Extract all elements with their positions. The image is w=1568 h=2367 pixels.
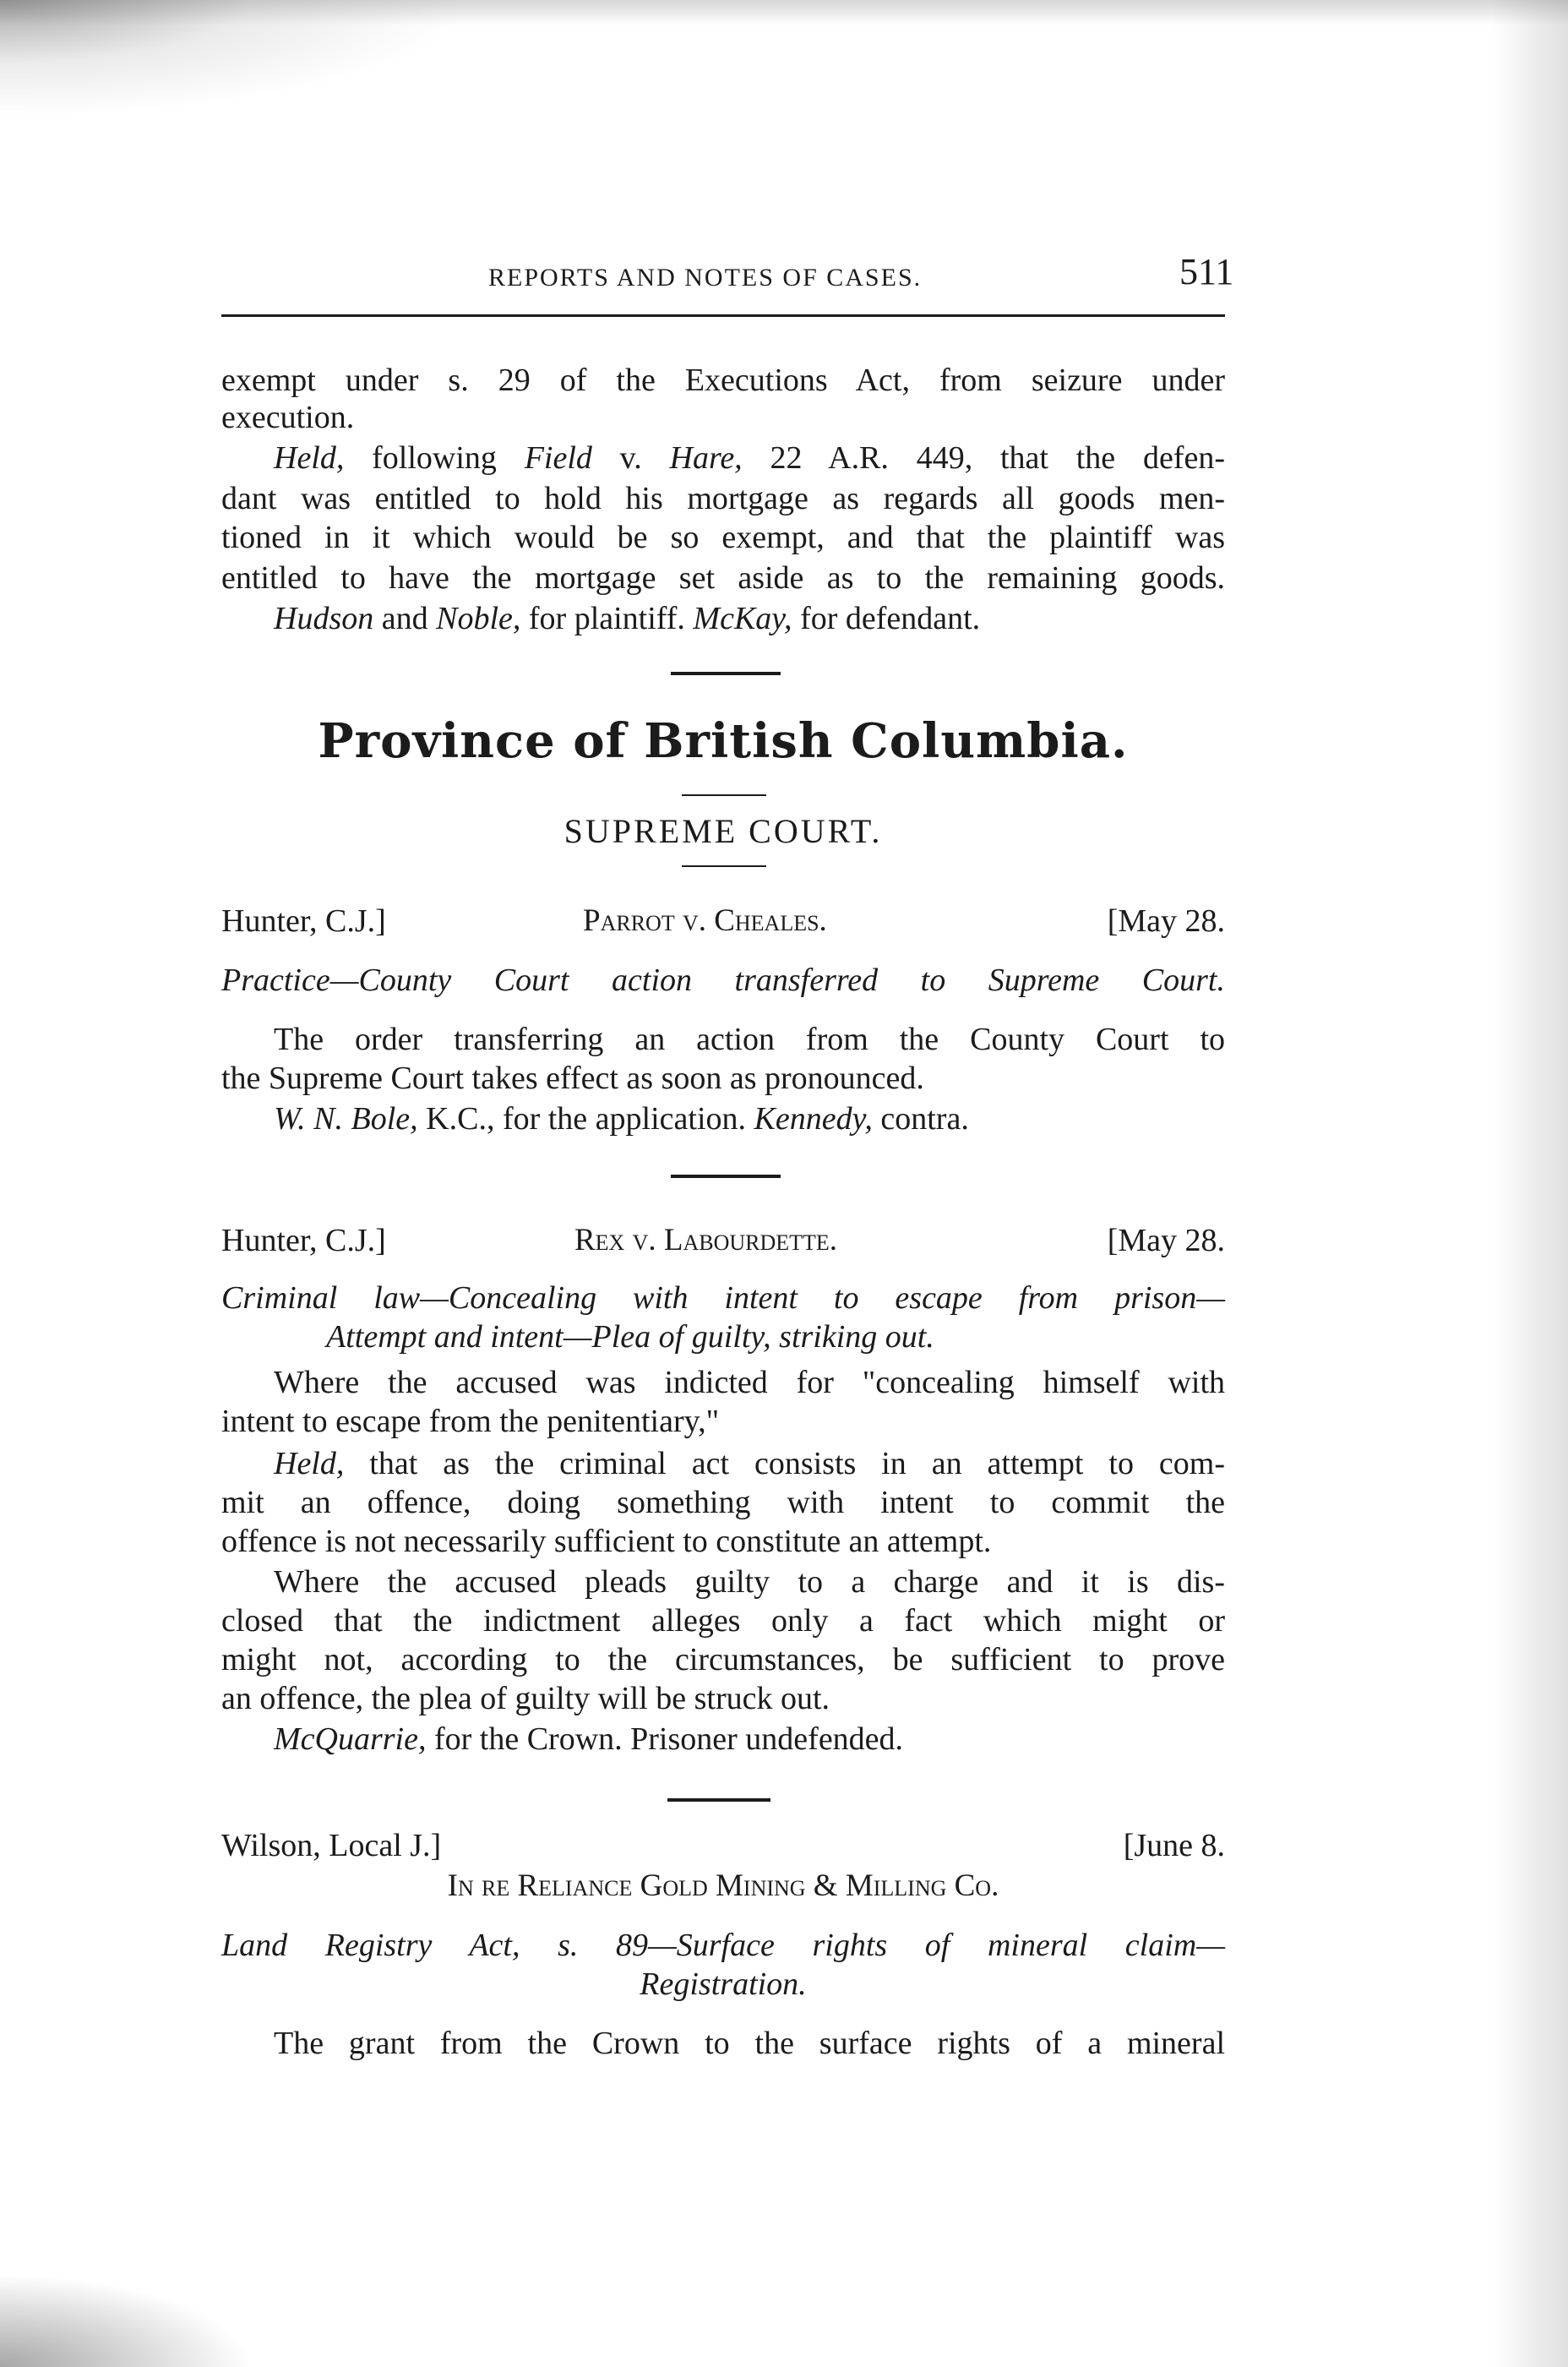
case2-p2-line3: offence is not necessarily sufficient to constitute an attempt. (221, 1524, 992, 1559)
case2-p2-line1: Held, that as the criminal act consists in an attempt to com- (274, 1446, 1225, 1481)
case2-p3-line2: closed that the indictment alleges only a fact which might or (221, 1603, 1225, 1639)
scan-corner-top-left (0, 0, 507, 127)
case2-case-name: Rex v. Labourdette. (574, 1223, 838, 1257)
page-number: 511 (1179, 251, 1234, 292)
case0-held-line4: entitled to have the mortgage set aside as to the remaining goods. (221, 560, 1225, 596)
case3-headnote-line2: Registration. (640, 1966, 807, 2002)
header-rule (221, 314, 1225, 317)
case3-headnote-line1: Land Registry Act, s. 89—Surface rights of mineral claim— (221, 1928, 1225, 1963)
case1-date: [May 28. (1107, 903, 1225, 939)
province-title: Province of British Columbia. (318, 713, 1129, 769)
case0-held-line2: dant was entitled to hold his mortgage as regards all goods men- (221, 481, 1225, 516)
case0-line1: exempt under s. 29 of the Executions Act, from seizure under (221, 363, 1225, 398)
case0-held-line3: tioned in it which would be so exempt, and that the plaintiff was (221, 520, 1225, 555)
court-title: SUPREME COURT. (564, 812, 883, 850)
case0-counsel: Hudson and Noble, for plaintiff. McKay, for defendant. (274, 601, 981, 636)
section-divider-1 (671, 672, 781, 675)
case3-body-line1: The grant from the Crown to the surface rights of a mineral (274, 2026, 1225, 2061)
case2-p3-line3: might not, according to the circumstances, be sufficient to prove (221, 1642, 1225, 1677)
case2-p1-line2: intent to escape from the penitentiary," (221, 1404, 720, 1439)
case3-date: [June 8. (1123, 1828, 1225, 1863)
case1-counsel: W. N. Bole, K.C., for the application. Kennedy, contra. (274, 1101, 969, 1137)
court-rule-lower (682, 865, 766, 867)
case1-body-line2: the Supreme Court takes effect as soon as pronounced. (221, 1061, 924, 1096)
case1-headnote: Practice—County Court action transferred to Supreme Court. (221, 963, 1225, 998)
case2-counsel: McQuarrie, for the Crown. Prisoner undefended. (274, 1721, 904, 1757)
section-divider-2 (671, 1175, 781, 1178)
case3-case-name: In re Reliance Gold Mining & Milling Co. (447, 1868, 999, 1903)
case2-p3-line4: an offence, the plea of guilty will be struck out. (221, 1681, 830, 1716)
case2-headnote-line2: Attempt and intent—Plea of guilty, striking out. (326, 1319, 934, 1355)
running-header: REPORTS AND NOTES OF CASES. (488, 264, 923, 292)
case0-line2: execution. (221, 400, 355, 435)
case3-judge: Wilson, Local J.] (221, 1828, 442, 1863)
section-divider-3 (667, 1798, 770, 1802)
scan-edge-right (1492, 0, 1568, 2367)
case2-judge: Hunter, C.J.] (221, 1223, 386, 1258)
court-rule-upper (682, 794, 766, 796)
case2-p3-line1: Where the accused pleads guilty to a charge and it is dis- (274, 1564, 1225, 1600)
case1-case-name: Parrot v. Cheales. (583, 903, 827, 938)
case2-headnote-line1: Criminal law—Concealing with intent to escape from prison— (221, 1280, 1225, 1316)
case2-date: [May 28. (1107, 1223, 1225, 1258)
case2-p2-line2: mit an offence, doing something with intent to commit the (221, 1485, 1225, 1520)
case0-held-line1: Held, following Field v. Hare, 22 A.R. 449, that the defen- (274, 440, 1225, 476)
case2-p1-line1: Where the accused was indicted for "concealing himself with (274, 1365, 1225, 1400)
case1-body-line1: The order transferring an action from the County Court to (274, 1022, 1225, 1057)
case1-judge: Hunter, C.J.] (221, 903, 386, 939)
scan-corner-bottom-left (0, 2274, 253, 2367)
